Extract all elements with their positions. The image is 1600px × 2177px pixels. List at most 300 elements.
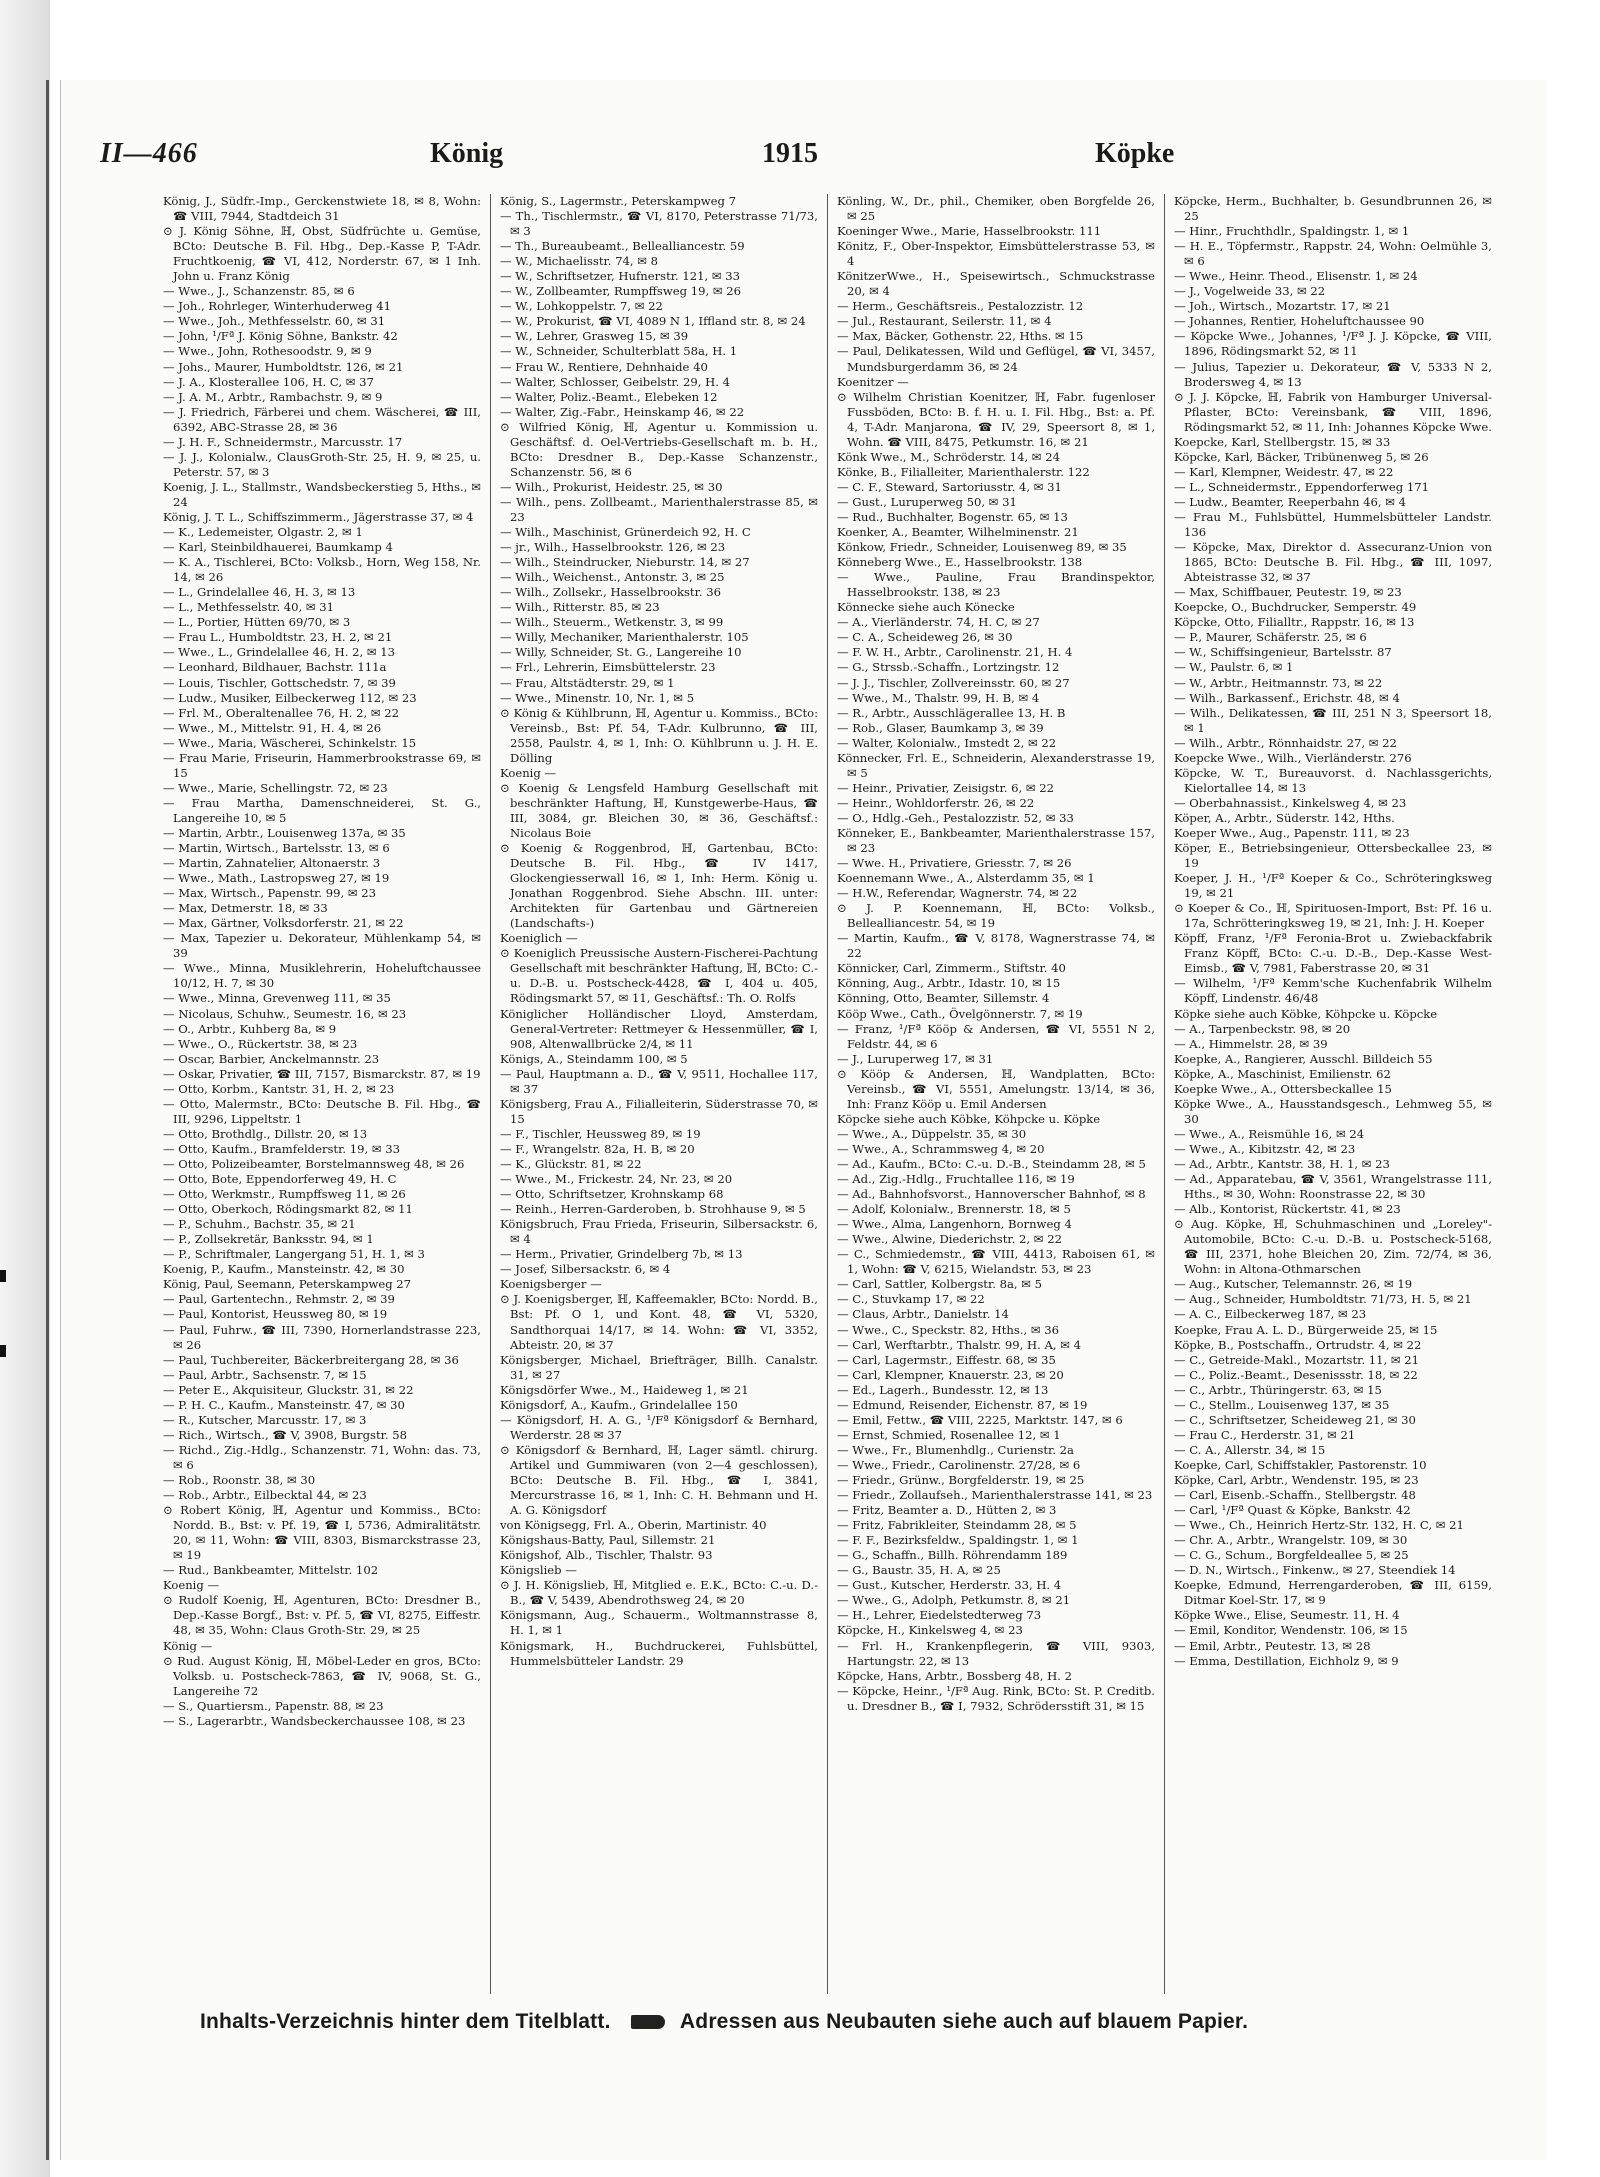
directory-entry: — A., Himmelstr. 28, ✉ 39 <box>1174 1036 1328 1051</box>
directory-entry: — Wwe., Minna, Grevenweg 111, ✉ 35 <box>163 991 391 1006</box>
directory-entry: Köpcke, Otto, Filialltr., Rappstr. 16, ✉ 13 <box>1174 615 1415 630</box>
directory-entry: — Friedr., Grünw., Borgfelderstr. 19, ✉ 25 <box>837 1472 1085 1487</box>
directory-entry: — John, ¹/Fª J. König Söhne, Bankstr. 42 <box>163 329 398 344</box>
directory-entry: Köper, A., Arbtr., Süderstr. 142, Hths. <box>1174 810 1395 825</box>
directory-entry: — S., Quartiersm., Papenstr. 88, ✉ 23 <box>163 1698 384 1713</box>
year-label: 1915 <box>762 138 818 169</box>
directory-entry: — W., Schneider, Schulterblatt 58a, H. 1 <box>500 344 738 359</box>
directory-entry: — W., Lohkoppelstr. 7, ✉ 22 <box>500 299 663 314</box>
directory-entry: ⊙ Koeniglich Preussische Austern-Fischerei-Pachtung Gesellschaft mit beschränkter Haftung, ℍ, BCto: C.-u. D.-B. u. Postscheck-4428, ☎ I, 404 u. 405, Rödingsmarkt 57, ✉ 11, Geschäftsf.: Th. O. Rolfs <box>500 946 818 1006</box>
directory-entry: Königshof, Alb., Tischler, Thalstr. 93 <box>500 1548 713 1563</box>
last-keyword: Köpke <box>1095 138 1175 169</box>
directory-entry: König, Paul, Seemann, Peterskampweg 27 <box>163 1277 412 1292</box>
directory-entry: — Max, Gärtner, Volksdorferstr. 21, ✉ 22 <box>163 916 404 931</box>
directory-entry: — Paul, Tuchbereiter, Bäckerbreitergang 28, ✉ 36 <box>163 1352 459 1367</box>
directory-entry: ⊙ Koenig & Lengsfeld Hamburg Gesellschaft mit beschränkter Haftung, ℍ, Kunstgewerbe-Haus, ☎ III, 3084, gr. Bleichen 30, ✉ 36, Geschäftsf.: Nicolaus Boie <box>500 780 818 840</box>
directory-columns <box>163 194 1493 1994</box>
directory-entry: — Walter, Schlosser, Geibelstr. 29, H. 4 <box>500 374 731 389</box>
directory-entry: — Emma, Destillation, Eichholz 9, ✉ 9 <box>1174 1653 1399 1668</box>
directory-entry: — W., Arbtr., Heitmannstr. 73, ✉ 22 <box>1174 675 1383 690</box>
directory-entry: — Ad., Kaufm., BCto: C.-u. D.-B., Steindamm 28, ✉ 5 <box>837 1157 1146 1171</box>
directory-entry: — G., Strssb.-Schaffn., Lortzingstr. 12 <box>837 660 1060 675</box>
directory-entry: König, J., Südfr.-Imp., Gerckenstwiete 18, ✉ 8, Wohn: ☎ VIII, 7944, Stadtdeich 31 <box>163 194 481 224</box>
directory-entry: — Carl, Eisenb.-Schaffn., Stellbergstr. 48 <box>1174 1488 1416 1503</box>
directory-entry: ⊙ Koeper & Co., ℍ, Spirituosen-Import, Bst: Pf. 16 u. 17a, Schrötteringksweg 19, ✉ 21, Inh: J. H. Koeper <box>1174 901 1492 931</box>
directory-entry: — A., Tarpenbeckstr. 98, ✉ 20 <box>1174 1021 1351 1036</box>
directory-entry: — C., Getreide-Makl., Mozartstr. 11, ✉ 21 <box>1174 1352 1420 1367</box>
directory-entry: — Wilh., pens. Zollbeamt., Marienthalerstrasse 85, ✉ 23 <box>500 494 818 524</box>
directory-entry: Könk Wwe., M., Schröderstr. 14, ✉ 24 <box>837 449 1060 464</box>
directory-entry: — Heinr., Wohldorferstr. 26, ✉ 22 <box>837 795 1035 810</box>
directory-entry: — Wwe., M., Thalstr. 99, H. B, ✉ 4 <box>837 690 1040 705</box>
directory-entry: — Königsdorf, H. A. G., ¹/Fª Königsdorf & Bernhard, Werderstr. 28 ✉ 37 <box>500 1412 818 1442</box>
directory-entry: ⊙ J. P. Koennemann, ℍ, BCto: Volksb., Bellealliancestr. 54, ✉ 19 <box>837 901 1155 931</box>
directory-entry: — Aug., Schneider, Humboldtstr. 71/73, H. 5, ✉ 21 <box>1174 1292 1472 1307</box>
directory-entry: Koeninger Wwe., Marie, Hasselbrookstr. 111 <box>837 224 1102 239</box>
directory-entry: — Otto, Werkmstr., Rumpffsweg 11, ✉ 26 <box>163 1187 406 1202</box>
directory-entry: — Martin, Zahnatelier, Altonaerstr. 3 <box>163 856 381 871</box>
directory-entry: — L., Schneidermstr., Eppendorferweg 171 <box>1174 479 1430 494</box>
directory-entry: ⊙ J. Koenigsberger, ℍ, Kaffeemakler, BCto: Nordd. B., Bst: Pf. O 1, und Kont. 48, ☎ VI, 5320, Sandthorquai 14/17, ✉ 14. Wohn: ☎ VI, 3352, Abteistr. 20, ✉ 37 <box>500 1292 818 1352</box>
directory-entry: Koenig — <box>500 765 557 780</box>
directory-entry: Königsberg, Frau A., Filialleiterin, Süderstrasse 70, ✉ 15 <box>500 1096 818 1126</box>
directory-entry: — Ad., Zig.-Hdlg., Fruchtallee 116, ✉ 19 <box>837 1172 1075 1187</box>
directory-entry: — Otto, Schriftsetzer, Krohnskamp 68 <box>500 1187 724 1202</box>
directory-entry: — Wilh., Barkassenf., Erichstr. 48, ✉ 4 <box>1174 690 1400 705</box>
directory-entry: — Walter, Kolonialw., Imstedt 2, ✉ 22 <box>837 735 1057 750</box>
directory-entry: — Otto, Brothdlg., Dillstr. 20, ✉ 13 <box>163 1126 368 1141</box>
directory-entry: — Frau M., Fuhlsbüttel, Hummelsbütteler Landstr. 136 <box>1174 509 1492 540</box>
directory-entry: Könnicker, Carl, Zimmerm., Stiftstr. 40 <box>837 961 1066 976</box>
directory-entry: Könneker, E., Bankbeamter, Marienthalerstrasse 157, ✉ 23 <box>837 825 1155 856</box>
first-keyword: König <box>430 138 504 169</box>
directory-entry: — W., Paulstr. 6, ✉ 1 <box>1174 660 1294 675</box>
directory-entry: Köpcke, H., Kinkelsweg 4, ✉ 23 <box>837 1623 1023 1638</box>
directory-entry: — P., Schriftmaler, Langergang 51, H. 1, ✉ 3 <box>163 1247 425 1262</box>
directory-entry: Könning, Otto, Beamter, Sillemstr. 4 <box>837 991 1050 1006</box>
directory-entry: Könnecke siehe auch Könecke <box>837 600 1015 615</box>
directory-entry: — Karl, Klempner, Weidestr. 47, ✉ 22 <box>1174 464 1394 479</box>
directory-entry: Könnecker, Frl. E., Schneiderin, Alexanderstrasse 19, ✉ 5 <box>837 750 1155 780</box>
directory-column-2 <box>500 194 818 1994</box>
directory-entry: ⊙ Wilhelm Christian Koenitzer, ℍ, Fabr. fugenloser Fussböden, BCto: B. f. H. u. I. Fil. Hbg., Bst: a. Pf. 4, T-Adr. Manjarona, ☎ IV, 29, Speersort 8, ✉ 1, Wohn. ☎ VIII, 8475, Petkumstr. 16, ✉ 21 <box>837 389 1155 449</box>
directory-entry: — Th., Bureaubeamt., Bellealliancestr. 59 <box>500 239 745 254</box>
directory-entry: — C., Arbtr., Thüringerstr. 63, ✉ 15 <box>1174 1382 1382 1397</box>
directory-entry: — Wwe., Pauline, Frau Brandinspektor, Hasselbrookstr. 138, ✉ 23 <box>837 570 1155 600</box>
directory-entry: — Oscar, Barbier, Anckelmannstr. 23 <box>163 1051 380 1066</box>
directory-entry: Koepcke, Karl, Stellbergstr. 15, ✉ 33 <box>1174 434 1391 449</box>
directory-entry: — C., Stellm., Louisenweg 137, ✉ 35 <box>1174 1397 1390 1412</box>
directory-entry: — Ed., Lagerh., Bundesstr. 12, ✉ 13 <box>837 1382 1049 1397</box>
directory-entry: Könling, W., Dr., phil., Chemiker, oben Borgfelde 26, ✉ 25 <box>837 194 1155 224</box>
directory-entry: Koepke Wwe., A., Ottersbeckallee 15 <box>1174 1081 1392 1096</box>
directory-entry: — Walter, Zig.-Fabr., Heinskamp 46, ✉ 22 <box>500 404 745 419</box>
directory-entry: — H.W., Referendar, Wagnerstr. 74, ✉ 22 <box>837 886 1078 901</box>
directory-entry: — Wilh., Delikatessen, ☎ III, 251 N 3, Speersort 18, ✉ 1 <box>1174 705 1492 735</box>
directory-entry: — Chr. A., Arbtr., Wrangelstr. 109, ✉ 30 <box>1174 1533 1408 1548</box>
directory-entry: — Köpcke, Max, Direktor d. Assecuranz-Union von 1865, BCto: Deutsche B. Fil. Hbg., ☎ III, 1097, Abteistrasse 32, ✉ 37 <box>1174 540 1492 585</box>
directory-entry: ⊙ J. H. Königslieb, ℍ, Mitglied e. E.K., BCto: C.-u. D.-B., ☎ V, 5439, Abendrothsweg 24, ✉ 20 <box>500 1578 818 1608</box>
directory-entry: — Reinh., Herren-Garderoben, b. Strohhause 9, ✉ 5 <box>500 1202 806 1217</box>
directory-entry: — Wilh., Steuerm., Wetkenstr. 3, ✉ 99 <box>500 615 724 630</box>
column-rule <box>827 194 828 1994</box>
directory-entry: — Rud., Bankbeamter, Mittelstr. 102 <box>163 1563 379 1578</box>
directory-entry: — Wilh., Zollsekr., Hasselbrookstr. 36 <box>500 585 721 600</box>
directory-entry: — Wwe., A., Schrammsweg 4, ✉ 20 <box>837 1141 1045 1156</box>
directory-entry: Köpcke, Herm., Buchhalter, b. Gesundbrunnen 26, ✉ 25 <box>1174 194 1492 224</box>
directory-entry: Köpcke, W. T., Bureauvorst. d. Nachlassgerichts, Kielortallee 14, ✉ 13 <box>1174 765 1492 795</box>
directory-entry: — R., Arbtr., Ausschlägerallee 13, H. B <box>837 705 1066 720</box>
directory-entry: — F., Tischler, Heussweg 89, ✉ 19 <box>500 1126 701 1141</box>
directory-entry: Königsmark, H., Buchdruckerei, Fuhlsbüttel, Hummelsbütteler Landstr. 29 <box>500 1638 818 1668</box>
directory-entry: — Wilhelm, ¹/Fª Kemm'sche Kuchenfabrik Wilhelm Köpff, Lindenstr. 46/48 <box>1174 976 1492 1006</box>
directory-entry: — Josef, Silbersackstr. 6, ✉ 4 <box>500 1262 671 1277</box>
directory-entry: — Wwe., C., Speckstr. 82, Hths., ✉ 36 <box>837 1322 1060 1337</box>
directory-entry: — Carl, Klempner, Knauerstr. 23, ✉ 20 <box>837 1367 1064 1382</box>
directory-entry: — D. N., Wirtsch., Finkenw., ✉ 27, Steendiek 14 <box>1174 1563 1456 1578</box>
directory-entry: ⊙ Rud. August König, ℍ, Möbel-Leder en gros, BCto: Volksb. u. Postscheck-7863, ☎ IV, 9068, St. G., Langereihe 72 <box>163 1653 481 1698</box>
directory-entry: Koenitzer — <box>837 374 909 389</box>
directory-entry: — H., Lehrer, Eiedelstedterweg 73 <box>837 1608 1042 1623</box>
directory-entry: — Max, Schiffbauer, Peutestr. 19, ✉ 23 <box>1174 585 1402 600</box>
directory-entry: — Peter E., Akquisiteur, Gluckstr. 31, ✉ 22 <box>163 1382 414 1397</box>
directory-entry: — Frau L., Humboldtstr. 23, H. 2, ✉ 21 <box>163 630 393 645</box>
directory-entry: — W., Michaelisstr. 74, ✉ 8 <box>500 254 659 269</box>
directory-entry: — Wwe., A., Kibitzstr. 42, ✉ 23 <box>1174 1141 1356 1156</box>
directory-entry: — P., Schuhm., Bachstr. 35, ✉ 21 <box>163 1217 356 1232</box>
directory-entry: — Otto, Oberkoch, Rödingsmarkt 82, ✉ 11 <box>163 1202 413 1217</box>
page-number: II—466 <box>100 138 198 169</box>
directory-entry: — G., Baustr. 35, H. A, ✉ 25 <box>837 1563 1001 1578</box>
directory-entry: — Karl, Steinbildhauerei, Baumkamp 4 <box>163 540 393 555</box>
directory-entry: — Wwe., A., Reismühle 16, ✉ 24 <box>1174 1126 1365 1141</box>
directory-entry: ⊙ Wilfried König, ℍ, Agentur u. Kommission u. Geschäftsf. d. Oel-Vertriebs-Gesellschaft m. b. H., BCto: Dresdner B., Dep.-Kasse Schanzenstr., Schanzenstr. 56, ✉ 6 <box>500 419 818 479</box>
directory-entry: Königlicher Holländischer Lloyd, Amsterdam, General-Vertreter: Rettmeyer & Hessenmüller, ☎ I, 908, Altenwallbrücke 2/4, ✉ 11 <box>500 1006 818 1051</box>
directory-entry: Königsmann, Aug., Schauerm., Woltmannstrasse 8, H. 1, ✉ 1 <box>500 1608 818 1638</box>
directory-entry: Kööp Wwe., Cath., Övelgönnerstr. 7, ✉ 19 <box>837 1006 1083 1021</box>
directory-entry: — C. G., Schum., Borgfeldeallee 5, ✉ 25 <box>1174 1548 1409 1563</box>
directory-entry: Köpke, B., Postschaffn., Ortrudstr. 4, ✉ 22 <box>1174 1337 1422 1352</box>
directory-entry: — Aug., Kutscher, Telemannstr. 26, ✉ 19 <box>1174 1277 1413 1292</box>
directory-entry: — W., Schiffsingenieur, Bartelsstr. 87 <box>1174 645 1392 660</box>
directory-entry: König — <box>163 1638 213 1653</box>
directory-entry: — Edmund, Reisender, Eichenstr. 87, ✉ 19 <box>837 1397 1088 1412</box>
directory-entry: Köpcke, Karl, Bäcker, Tribünenweg 5, ✉ 26 <box>1174 449 1429 464</box>
directory-entry: König, S., Lagermstr., Peterskampweg 7 <box>500 194 737 208</box>
directory-entry: — Wwe. H., Privatiere, Griesstr. 7, ✉ 26 <box>837 856 1072 871</box>
directory-entry: — F. F., Bezirksfeldw., Spaldingstr. 1, ✉ 1 <box>837 1533 1079 1548</box>
directory-entry: — Heinr., Privatier, Zeisigstr. 6, ✉ 22 <box>837 780 1054 795</box>
directory-entry: — Martin, Arbtr., Louisenweg 137a, ✉ 35 <box>163 825 406 840</box>
directory-entry: — J. Friedrich, Färberei und chem. Wäscherei, ☎ III, 6392, ABC-Strasse 28, ✉ 36 <box>163 404 481 434</box>
directory-entry: — Wwe., Heinr. Theod., Elisenstr. 1, ✉ 24 <box>1174 269 1418 284</box>
directory-entry: Koennemann Wwe., A., Alsterdamm 35, ✉ 1 <box>837 871 1095 886</box>
directory-entry: Köpke Wwe., A., Hausstandsgesch., Lehmweg 55, ✉ 30 <box>1174 1096 1492 1126</box>
directory-entry: — Emil, Konditor, Wendenstr. 106, ✉ 15 <box>1174 1623 1408 1638</box>
margin-mark <box>0 1345 6 1357</box>
directory-entry: — Rich., Wirtsch., ☎ V, 3908, Burgstr. 58 <box>163 1427 407 1442</box>
directory-entry: von Königsegg, Frl. A., Oberin, Martinistr. 40 <box>500 1518 767 1533</box>
directory-entry: — Max, Bäcker, Gothenstr. 22, Hths. ✉ 15 <box>837 329 1084 344</box>
directory-entry: Koenker, A., Beamter, Wilhelminenstr. 21 <box>837 525 1079 540</box>
directory-entry: — Wilh., Steindrucker, Nieburstr. 14, ✉ 27 <box>500 555 750 570</box>
directory-entry: ⊙ Königsdorf & Bernhard, ℍ, Lager sämtl. chirurg. Artikel und Gummiwaren (von 2—4 geschlossen), BCto: Deutsche B. Fil. Hbg., ☎ I, 3841, Mercurstrasse 16, ✉ 1, Inh: C. H. Behmann und H. A. G. Königsdorf <box>500 1442 818 1518</box>
directory-entry: — Carl, Sattler, Kolbergstr. 8a, ✉ 5 <box>837 1277 1043 1292</box>
directory-entry: — J. J., Kolonialw., ClausGroth-Str. 25, H. 9, ✉ 25, u. Peterstr. 57, ✉ 3 <box>163 449 481 479</box>
directory-entry: — Wwe., Fr., Blumenhdlg., Curienstr. 2a <box>837 1442 1074 1457</box>
directory-column-3 <box>837 194 1155 1994</box>
directory-entry: ⊙ Rudolf Koenig, ℍ, Agenturen, BCto: Dresdner B., Dep.-Kasse Borgf., Bst: v. Pf. 5, ☎ VI, 8275, Eiffestr. 48, ✉ 35, Wohn: Claus Groth-Str. 29, ✉ 25 <box>163 1593 481 1638</box>
directory-entry: — Paul, Delikatessen, Wild und Geflügel, ☎ VI, 3457, Mundsburgerdamm 36, ✉ 24 <box>837 344 1155 374</box>
directory-entry: — Claus, Arbtr., Danielstr. 14 <box>837 1307 1009 1322</box>
directory-entry: — O., Hdlg.-Geh., Pestalozzistr. 52, ✉ 33 <box>837 810 1074 825</box>
directory-entry: — Wwe., Math., Lastropsweg 27, ✉ 19 <box>163 871 390 886</box>
directory-entry: — Wilh., Prokurist, Heidestr. 25, ✉ 30 <box>500 479 723 494</box>
directory-entry: — Wwe., J., Schanzenstr. 85, ✉ 6 <box>163 284 355 299</box>
directory-entry: — Wwe., Alwine, Diederichstr. 2, ✉ 22 <box>837 1232 1062 1247</box>
directory-entry: Könke, B., Filialleiter, Marienthalerstr. 122 <box>837 464 1090 479</box>
directory-entry: — F., Wrangelstr. 82a, H. B, ✉ 20 <box>500 1141 695 1156</box>
directory-entry: — Oskar, Privatier, ☎ III, 7157, Bismarckstr. 87, ✉ 19 <box>163 1066 481 1081</box>
directory-entry: ⊙ Kööp & Andersen, ℍ, Wandplatten, BCto: Vereinsb., ☎ VI, 5551, Amelungstr. 13/14, ✉ 36, Inh: Franz Kööp u. Emil Andersen <box>837 1066 1155 1111</box>
directory-entry: — Frl., Lehrerin, Eimsbüttelerstr. 23 <box>500 660 716 675</box>
directory-entry: Königshaus-Batty, Paul, Sillemstr. 21 <box>500 1533 716 1548</box>
directory-entry: — Paul, Arbtr., Sachsenstr. 7, ✉ 15 <box>163 1367 367 1382</box>
directory-entry: — C., Stuvkamp 17, ✉ 22 <box>837 1292 985 1307</box>
directory-entry: — Ad., Arbtr., Kantstr. 38, H. 1, ✉ 23 <box>1174 1157 1390 1171</box>
directory-entry: — W., Lehrer, Grasweg 15, ✉ 39 <box>500 329 689 344</box>
directory-entry: — Willy, Schneider, St. G., Langereihe 10 <box>500 645 742 660</box>
directory-entry: — Otto, Kaufm., Bramfelderstr. 19, ✉ 33 <box>163 1141 401 1156</box>
directory-entry: — A. C., Eilbeckerweg 187, ✉ 23 <box>1174 1307 1367 1322</box>
directory-entry: König, J. T. L., Schiffszimmerm., Jägerstrasse 37, ✉ 4 <box>163 509 474 524</box>
directory-entry: — Paul, Fuhrw., ☎ III, 7390, Hornerlandstrasse 223, ✉ 26 <box>163 1322 481 1352</box>
directory-entry: — L., Portier, Hütten 69/70, ✉ 3 <box>163 615 351 630</box>
directory-entry: — Louis, Tischler, Gottschedstr. 7, ✉ 39 <box>163 675 396 690</box>
scan-margin <box>0 0 50 2177</box>
directory-entry: — Frau W., Rentiere, Dehnhaide 40 <box>500 359 708 374</box>
directory-entry: — Wwe., Minna, Musiklehrerin, Hoheluftchaussee 10/12, H. 7, ✉ 30 <box>163 961 481 991</box>
directory-entry: Könitz, F., Ober-Inspektor, Eimsbüttelerstrasse 53, ✉ 4 <box>837 239 1155 269</box>
directory-entry: — Martin, Kaufm., ☎ V, 8178, Wagnerstrasse 74, ✉ 22 <box>837 931 1155 961</box>
directory-entry: Koenig — <box>163 1578 220 1593</box>
directory-entry: Könning, Aug., Arbtr., Idastr. 10, ✉ 15 <box>837 976 1061 991</box>
column-rule <box>490 194 491 1994</box>
directory-column-1 <box>163 194 481 1994</box>
directory-entry: Köpke siehe auch Köbke, Köhpcke u. Köpcke <box>1174 1006 1438 1021</box>
directory-entry: — Ad., Bahnhofsvorst., Hannoverscher Bahnhof, ✉ 8 <box>837 1187 1146 1202</box>
directory-entry: — C., Schmiedemstr., ☎ VIII, 4413, Raboisen 61, ✉ 1, Wohn: ☎ V, 6215, Wielandstr. 53, ✉ 23 <box>837 1247 1155 1277</box>
directory-entry: KönitzerWwe., H., Speisewirtsch., Schmuckstrasse 20, ✉ 4 <box>837 269 1155 299</box>
directory-entry: — K., Ledemeister, Olgastr. 2, ✉ 1 <box>163 525 363 540</box>
directory-entry: — Willy, Mechaniker, Marienthalerstr. 105 <box>500 630 749 645</box>
directory-entry: — J. J., Tischler, Zollvereinsstr. 60, ✉ 27 <box>837 675 1070 690</box>
directory-entry: Köpke, A., Maschinist, Emilienstr. 62 <box>1174 1066 1391 1081</box>
directory-entry: — Emil, Fettw., ☎ VIII, 2225, Marktstr. 147, ✉ 6 <box>837 1412 1123 1427</box>
directory-entry: ⊙ Koenig & Roggenbrod, ℍ, Gartenbau, BCto: Deutsche B. Fil. Hbg., ☎ IV 1417, Glockengiesserwall 16, ✉ 1, Inh: Herm. König u. Jonathan Roggenbrod. Siehe Abschn. III. unter: Architekten für Gartenbau und Gärtnereien (Landschafts-) <box>500 841 818 931</box>
directory-entry: Köpcke siehe auch Köbke, Köhpcke u. Köpke <box>837 1111 1101 1126</box>
directory-entry: — R., Kutscher, Marcusstr. 17, ✉ 3 <box>163 1412 367 1427</box>
directory-entry: — Wwe., Maria, Wäscherei, Schinkelstr. 15 <box>163 735 417 750</box>
directory-entry: — W., Zollbeamter, Rumpffsweg 19, ✉ 26 <box>500 284 741 299</box>
directory-entry: — Gust., Luruperweg 50, ✉ 31 <box>837 494 1017 509</box>
directory-entry: — Carl, ¹/Fª Quast & Köpke, Bankstr. 42 <box>1174 1503 1411 1518</box>
directory-entry: — Richd., Zig.-Hdlg., Schanzenstr. 71, Wohn: das. 73, ✉ 6 <box>163 1442 481 1472</box>
directory-entry: — J. A., Klosterallee 106, H. C, ✉ 37 <box>163 374 374 389</box>
directory-entry: Koepke, Frau A. L. D., Bürgerweide 25, ✉ 15 <box>1174 1322 1438 1337</box>
directory-entry: — Wwe., Alma, Langenhorn, Bornweg 4 <box>837 1217 1072 1232</box>
directory-entry: — F. W. H., Arbtr., Carolinenstr. 21, H. 4 <box>837 645 1073 660</box>
page-header <box>100 138 1520 178</box>
column-rule <box>1164 194 1165 1994</box>
directory-entry: — Ernst, Schmied, Rosenallee 12, ✉ 1 <box>837 1427 1061 1442</box>
directory-entry: — C. F., Steward, Sartoriusstr. 4, ✉ 31 <box>837 479 1062 494</box>
directory-entry: — Otto, Bote, Eppendorferweg 49, H. C <box>163 1172 397 1187</box>
directory-entry: — Joh., Wirtsch., Mozartstr. 17, ✉ 21 <box>1174 299 1391 314</box>
directory-entry: — P., Zollsekretär, Banksstr. 94, ✉ 1 <box>163 1232 374 1247</box>
directory-entry: — Paul, Kontorist, Heussweg 80, ✉ 19 <box>163 1307 388 1322</box>
directory-entry: — Wilh., Maschinist, Grünerdeich 92, H. C <box>500 525 751 540</box>
directory-entry: — Johannes, Rentier, Hoheluftchaussee 90 <box>1174 314 1425 329</box>
directory-entry: — Otto, Malermstr., BCto: Deutsche B. Fil. Hbg., ☎ III, 9296, Lippeltstr. 1 <box>163 1096 481 1126</box>
directory-entry: — C. A., Scheideweg 26, ✉ 30 <box>837 630 1013 645</box>
directory-entry: — J. A. M., Arbtr., Rambachstr. 9, ✉ 9 <box>163 389 383 404</box>
directory-entry: Koepke, Carl, Schiffstakler, Pastorenstr. 10 <box>1174 1457 1427 1472</box>
directory-entry: Koeper Wwe., Aug., Papenstr. 111, ✉ 23 <box>1174 825 1410 840</box>
directory-entry: Köpcke, Hans, Arbtr., Bossberg 48, H. 2 <box>837 1668 1072 1683</box>
directory-entry: — Alb., Kontorist, Rückertstr. 41, ✉ 23 <box>1174 1202 1401 1217</box>
directory-entry: Könkow, Friedr., Schneider, Louisenweg 89, ✉ 35 <box>837 540 1127 555</box>
directory-entry: — K. A., Tischlerei, BCto: Volksb., Horn, Weg 158, Nr. 14, ✉ 26 <box>163 555 481 585</box>
directory-entry: Koenig, J. L., Stallmstr., Wandsbeckerstieg 5, Hths., ✉ 24 <box>163 479 481 509</box>
directory-entry: — Th., Tischlermstr., ☎ VI, 8170, Peterstrasse 71/73, ✉ 3 <box>500 209 818 239</box>
directory-entry: — Rob., Glaser, Baumkamp 3, ✉ 39 <box>837 720 1044 735</box>
directory-entry: Koepke, A., Rangierer, Ausschl. Billdeich 55 <box>1174 1051 1433 1066</box>
directory-entry: Koepke, Edmund, Herrengarderoben, ☎ III, 6159, Ditmar Koel-Str. 17, ✉ 9 <box>1174 1578 1492 1608</box>
directory-entry: — Rob., Arbtr., Eilbecktal 44, ✉ 23 <box>163 1488 367 1503</box>
directory-entry: — Paul, Gartentechn., Rehmstr. 2, ✉ 39 <box>163 1292 395 1307</box>
directory-entry: — Joh., Rohrleger, Winterhuderweg 41 <box>163 299 391 314</box>
directory-entry: — Oberbahnassist., Kinkelsweg 4, ✉ 23 <box>1174 795 1407 810</box>
directory-entry: — Frau Marie, Friseurin, Hammerbrookstrasse 69, ✉ 15 <box>163 750 481 780</box>
directory-entry: — Walter, Poliz.-Beamt., Elebeken 12 <box>500 389 718 404</box>
directory-entry: — J., Luruperweg 17, ✉ 31 <box>837 1051 994 1066</box>
directory-entry: — Herm., Privatier, Grindelberg 7b, ✉ 13 <box>500 1247 743 1262</box>
directory-entry: ⊙ J. König Söhne, ℍ, Obst, Südfrüchte u. Gemüse, BCto: Deutsche B. Fil. Hbg., Dep.-Kasse P, T-Adr. Fruchtkoenig, ☎ VI, 412, Norderstr. 67, ✉ 1 Inh. John u. Franz König <box>163 224 481 284</box>
directory-entry: Königsberger, Michael, Briefträger, Billh. Canalstr. 31, ✉ 27 <box>500 1352 818 1382</box>
directory-entry: — K., Glückstr. 81, ✉ 22 <box>500 1157 642 1171</box>
directory-entry: — Wwe., G., Adolph, Petkumstr. 8, ✉ 21 <box>837 1593 1071 1608</box>
directory-entry: — Frl. M., Oberaltenallee 76, H. 2, ✉ 22 <box>163 705 400 720</box>
directory-entry: — Franz, ¹/Fª Kööp & Andersen, ☎ VI, 5551 N 2, Feldstr. 44, ✉ 6 <box>837 1021 1155 1051</box>
directory-entry: — L., Methfesselstr. 40, ✉ 31 <box>163 600 335 615</box>
directory-entry: — Ludw., Beamter, Reeperbahn 46, ✉ 4 <box>1174 494 1407 509</box>
directory-entry: — Paul, Hauptmann a. D., ☎ V, 9511, Hochallee 117, ✉ 37 <box>500 1066 818 1096</box>
footer-index-note: Inhalts-Verzeichnis hinter dem Titelblatt. <box>200 2010 611 2033</box>
directory-entry: — J., Vogelweide 33, ✉ 22 <box>1174 284 1326 299</box>
directory-entry: — Wilh., Weichenst., Antonstr. 3, ✉ 25 <box>500 570 725 585</box>
footer-address-note: Adressen aus Neubauten siehe auch auf blauem Papier. <box>679 2010 1249 2033</box>
directory-entry: — Adolf, Kolonialw., Brennerstr. 18, ✉ 5 <box>837 1202 1071 1217</box>
directory-entry: — jr., Wilh., Hasselbrookstr. 126, ✉ 23 <box>500 540 726 555</box>
directory-entry: — Wilh., Ritterstr. 85, ✉ 23 <box>500 600 660 615</box>
directory-entry: — Wwe., Minenstr. 10, Nr. 1, ✉ 5 <box>500 690 695 705</box>
directory-entry: — Max, Wirtsch., Papenstr. 99, ✉ 23 <box>163 886 377 901</box>
directory-entry: — Emil, Arbtr., Peutestr. 13, ✉ 28 <box>1174 1638 1371 1653</box>
directory-entry: — Wwe., L., Grindelallee 46, H. 2, ✉ 13 <box>163 645 395 660</box>
directory-entry: — Carl, Lagermstr., Eiffestr. 68, ✉ 35 <box>837 1352 1056 1367</box>
directory-entry: — Johs., Maurer, Humboldtstr. 126, ✉ 21 <box>163 359 404 374</box>
pointing-hand-icon <box>631 2015 665 2029</box>
directory-entry: ⊙ J. J. Köpcke, ℍ, Fabrik von Hamburger Universal-Pflaster, BCto: Vereinsbank, ☎ VIII, 1896, Rödingsmarkt 52, ✉ 11, Inh: Johannes Köpcke Wwe. <box>1174 389 1492 434</box>
directory-entry: — Rud., Buchhalter, Bogenstr. 65, ✉ 13 <box>837 509 1068 524</box>
directory-entry: — Leonhard, Bildhauer, Bachstr. 111a <box>163 660 387 675</box>
directory-entry: — Nicolaus, Schuhw., Seumestr. 16, ✉ 23 <box>163 1006 407 1021</box>
directory-entry: — Jul., Restaurant, Seilerstr. 11, ✉ 4 <box>837 314 1052 329</box>
directory-entry: — Ad., Apparatebau, ☎ V, 3561, Wrangelstrasse 111, Hths., ✉ 30, Wohn: Roonstrasse 22, ✉ 30 <box>1174 1172 1492 1202</box>
directory-entry: — Frau Martha, Damenschneiderei, St. G., Langereihe 10, ✉ 5 <box>163 795 481 825</box>
directory-entry: — Wwe., O., Rückertstr. 38, ✉ 23 <box>163 1036 358 1051</box>
directory-entry: ⊙ Aug. Köpke, ℍ, Schuhmaschinen und „Loreley"-Automobile, BCto: C.-u. D.-B. u. Postscheck-5168, ☎ III, 2371, hohe Bleichen 20, Zim. 72/74, ✉ 36, Wohn: in Altona-Othmarschen <box>1174 1217 1492 1277</box>
directory-entry: — Carl, Werftarbtr., Thalstr. 99, H. A, ✉ 4 <box>837 1337 1082 1352</box>
margin-mark <box>0 1270 6 1282</box>
directory-entry: Königsdörfer Wwe., M., Haideweg 1, ✉ 21 <box>500 1382 749 1397</box>
directory-entry: Königsdorf, A., Kaufm., Grindelallee 150 <box>500 1397 738 1412</box>
directory-entry: — Frl. H., Krankenpflegerin, ☎ VIII, 9303, Hartungstr. 22, ✉ 13 <box>837 1638 1155 1668</box>
directory-entry: Koeper, J. H., ¹/Fª Koeper & Co., Schröteringksweg 19, ✉ 21 <box>1174 871 1492 901</box>
directory-entry: — Wwe., Joh., Methfesselstr. 60, ✉ 31 <box>163 314 386 329</box>
directory-entry: Köpff, Franz, ¹/Fª Feronia-Brot u. Zwiebackfabrik Franz Köpff, BCto: C.-u. D.-B., Dep.-Kasse West-Eimsb., ☎ V, 7981, Faberstrasse 20, ✉ 31 <box>1174 931 1492 976</box>
directory-entry: — Julius, Tapezier u. Dekorateur, ☎ V, 5333 N 2, Brodersweg 4, ✉ 13 <box>1174 359 1492 389</box>
directory-entry: Köpke, Carl, Arbtr., Wendenstr. 195, ✉ 23 <box>1174 1472 1419 1487</box>
directory-entry: — J. H. F., Schneidermstr., Marcusstr. 17 <box>163 434 403 449</box>
directory-entry: — Rob., Roonstr. 38, ✉ 30 <box>163 1472 316 1487</box>
directory-entry: ⊙ König & Kühlbrunn, ℍ, Agentur u. Kommiss., BCto: Vereinsb., Bst: Pf. 54, T-Adr. Kulbrunno, ☎ III, 2558, Paulstr. 4, ✉ 1, Inh: O. Kühlbrunn u. J. H. E. Dölling <box>500 705 818 765</box>
directory-entry: — C. A., Allerstr. 34, ✉ 15 <box>1174 1442 1326 1457</box>
directory-entry: — Fritz, Fabrikleiter, Steindamm 28, ✉ 5 <box>837 1518 1077 1533</box>
directory-entry: Koepcke, O., Buchdrucker, Semperstr. 49 <box>1174 600 1417 615</box>
directory-entry: — Wwe., John, Rothesoodstr. 9, ✉ 9 <box>163 344 372 359</box>
directory-entry: — P. H. C., Kaufm., Mansteinstr. 47, ✉ 30 <box>163 1397 405 1412</box>
page-footer <box>200 2010 1500 2034</box>
directory-entry: — Otto, Korbm., Kantstr. 31, H. 2, ✉ 23 <box>163 1081 395 1096</box>
directory-entry: — Hinr., Fruchthdlr., Spaldingstr. 1, ✉ 1 <box>1174 224 1410 239</box>
directory-entry: — P., Maurer, Schäferstr. 25, ✉ 6 <box>1174 630 1367 645</box>
directory-entry: — W., Schriftsetzer, Hufnerstr. 121, ✉ 33 <box>500 269 741 284</box>
directory-entry: — Martin, Wirtsch., Bartelsstr. 13, ✉ 6 <box>163 841 390 856</box>
directory-entry: — Wilh., Arbtr., Rönnhaidstr. 27, ✉ 22 <box>1174 735 1397 750</box>
directory-entry: — Herm., Geschäftsreis., Pestalozzistr. 12 <box>837 299 1084 314</box>
directory-entry: — Max, Tapezier u. Dekorateur, Mühlenkamp 54, ✉ 39 <box>163 931 481 961</box>
directory-entry: — Wwe., Marie, Schellingstr. 72, ✉ 23 <box>163 780 388 795</box>
directory-entry: Koenig, P., Kaufm., Mansteinstr. 42, ✉ 30 <box>163 1262 405 1277</box>
directory-entry: Koeniglich — <box>500 931 578 946</box>
directory-entry: Koenigsberger — <box>500 1277 602 1292</box>
directory-entry: — Fritz, Beamter a. D., Hütten 2, ✉ 3 <box>837 1503 1057 1518</box>
directory-column-4 <box>1174 194 1492 1994</box>
directory-entry: — Frau C., Herderstr. 31, ✉ 21 <box>1174 1427 1356 1442</box>
directory-entry: — W., Prokurist, ☎ VI, 4089 N 1, Iffland str. 8, ✉ 24 <box>500 314 806 329</box>
directory-entry: Königsbruch, Frau Frieda, Friseurin, Silbersackstr. 6, ✉ 4 <box>500 1217 818 1247</box>
directory-entry: — H. E., Töpfermstr., Rappstr. 24, Wohn: Oelmühle 3, ✉ 6 <box>1174 239 1492 269</box>
directory-entry: — O., Arbtr., Kuhberg 8a, ✉ 9 <box>163 1021 337 1036</box>
directory-entry: — C., Schriftsetzer, Scheideweg 21, ✉ 30 <box>1174 1412 1416 1427</box>
directory-entry: — Wwe., A., Düppelstr. 35, ✉ 30 <box>837 1126 1027 1141</box>
directory-entry: — Wwe., Friedr., Carolinenstr. 27/28, ✉ 6 <box>837 1457 1081 1472</box>
directory-entry: — Ludw., Musiker, Eilbeckerweg 112, ✉ 23 <box>163 690 417 705</box>
directory-entry: — Köpcke, Heinr., ¹/Fª Aug. Rink, BCto: St. P. Creditb. u. Dresdner B., ☎ I, 7932, Schrödersstift 31, ✉ 15 <box>837 1683 1155 1713</box>
directory-entry: Könneberg Wwe., E., Hasselbrookstr. 138 <box>837 555 1083 570</box>
